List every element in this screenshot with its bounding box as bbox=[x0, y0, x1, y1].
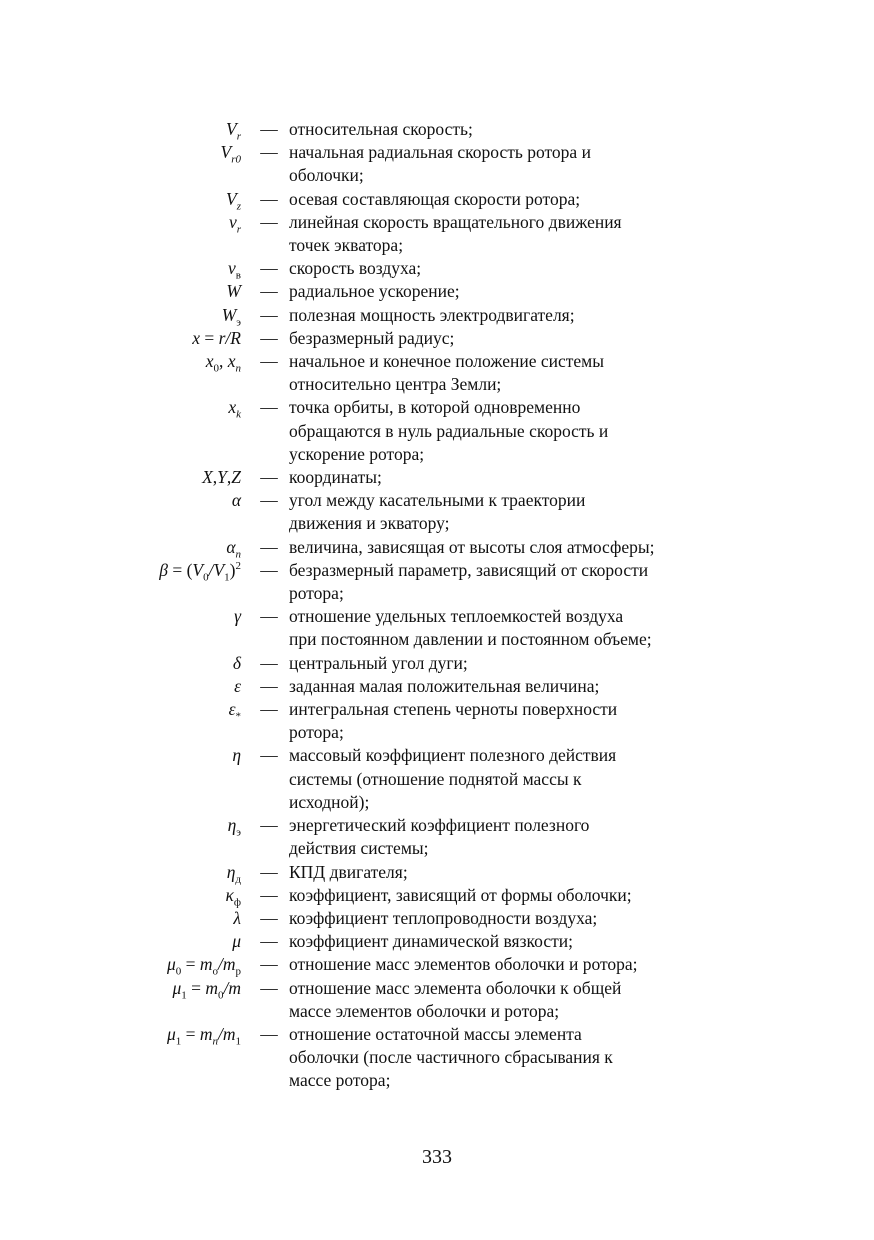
definition bbox=[285, 977, 735, 1023]
glossary-entry bbox=[0, 141, 874, 187]
dash: — bbox=[260, 490, 278, 511]
glossary-entry bbox=[0, 652, 874, 675]
definition-line: полезная мощность электродвигателя; bbox=[289, 304, 575, 325]
definition-line: обращаются в нуль радиальные скорость и bbox=[289, 420, 609, 441]
glossary-entry bbox=[0, 930, 874, 953]
definition-line: относительная скорость; bbox=[289, 119, 473, 139]
definition bbox=[285, 861, 735, 884]
definition bbox=[285, 953, 735, 976]
definition-line: коэффициент теплопроводности воздуха; bbox=[289, 907, 598, 928]
symbol: $\alpha_n$ bbox=[226, 536, 241, 561]
dash: — bbox=[260, 351, 278, 372]
symbol: $v_r$ bbox=[228, 211, 241, 236]
glossary-entry bbox=[0, 466, 874, 489]
definition-line: массе элементов оболочки и ротора; bbox=[289, 1000, 560, 1021]
symbol: γ bbox=[234, 606, 241, 627]
dash: — bbox=[260, 142, 278, 163]
symbol: $x_0$, $x_n$ bbox=[205, 351, 241, 375]
definition-line: действия системы; bbox=[289, 838, 429, 859]
glossary-entry bbox=[0, 814, 874, 860]
definition bbox=[285, 211, 735, 257]
symbol: x = r/R bbox=[192, 327, 241, 348]
dash: — bbox=[260, 281, 278, 302]
dash: — bbox=[260, 211, 278, 232]
glossary-entry bbox=[0, 396, 874, 466]
glossary-entry bbox=[0, 327, 874, 350]
glossary-entry bbox=[0, 977, 874, 1023]
symbol: $V_{r0}$ bbox=[220, 142, 241, 166]
symbol: α bbox=[231, 490, 241, 511]
glossary-entry bbox=[0, 536, 874, 559]
glossary-entry bbox=[0, 953, 874, 976]
dash: — bbox=[260, 188, 278, 209]
dash: — bbox=[260, 745, 278, 766]
definition-line: движения и экватору; bbox=[289, 513, 450, 534]
glossary-entry bbox=[0, 304, 874, 327]
symbol: $\kappa_ф$ bbox=[225, 884, 241, 909]
dash: — bbox=[260, 467, 278, 488]
definition-line: массе ротора; bbox=[289, 1070, 391, 1091]
definition-line: начальная радиальная скорость ротора и bbox=[289, 142, 591, 163]
definition-line: оболочки (после частичного сбрасывания к bbox=[289, 1047, 613, 1068]
dash: — bbox=[260, 606, 278, 627]
symbol: $x_k$ bbox=[228, 397, 241, 421]
definition bbox=[285, 466, 735, 489]
symbol: $\eta_д$ bbox=[226, 861, 241, 885]
definition bbox=[285, 396, 735, 466]
definition bbox=[285, 304, 735, 327]
definition-line: точка орбиты, в которой одновременно bbox=[289, 397, 581, 418]
definition-line: ускорение ротора; bbox=[289, 443, 425, 464]
definition bbox=[285, 698, 735, 744]
symbol: λ bbox=[233, 907, 241, 928]
definition bbox=[285, 118, 735, 141]
definition bbox=[285, 350, 735, 396]
dash: — bbox=[260, 884, 278, 905]
dash: — bbox=[260, 815, 278, 836]
definition bbox=[285, 141, 735, 187]
glossary-entry bbox=[0, 257, 874, 280]
symbol: μ bbox=[232, 931, 241, 952]
glossary-entry bbox=[0, 744, 874, 814]
glossary-entry bbox=[0, 559, 874, 605]
symbol: $v_в$ bbox=[228, 258, 241, 282]
dash: — bbox=[260, 1023, 278, 1044]
dash: — bbox=[260, 258, 278, 279]
glossary-entry bbox=[0, 861, 874, 884]
definition-line: при постоянном давлении и постоянном объеме; bbox=[289, 629, 652, 650]
glossary-entry bbox=[0, 884, 874, 907]
symbol: $W_э$ bbox=[221, 304, 241, 329]
symbol-glossary bbox=[0, 118, 874, 1093]
glossary-entry bbox=[0, 280, 874, 303]
dash: — bbox=[260, 977, 278, 998]
definition-line: коэффициент динамической вязкости; bbox=[289, 931, 573, 952]
definition-line: начальное и конечное положение системы bbox=[289, 351, 604, 372]
symbol: W bbox=[226, 281, 241, 302]
glossary-entry bbox=[0, 350, 874, 396]
glossary-entry bbox=[0, 188, 874, 211]
definition bbox=[285, 884, 735, 907]
dash: — bbox=[260, 119, 278, 139]
symbol: $\beta = (V_0/V_1)^2$ bbox=[159, 559, 241, 584]
definition-line: заданная малая положительная величина; bbox=[289, 675, 600, 696]
symbol: X,Y,Z bbox=[202, 467, 241, 488]
definition bbox=[285, 675, 735, 698]
definition-line: энергетический коэффициент полезного bbox=[289, 815, 590, 836]
definition-line: массовый коэффициент полезного действия bbox=[289, 745, 617, 766]
definition-line: линейная скорость вращательного движения bbox=[289, 211, 622, 232]
symbol: $\varepsilon_*$ bbox=[228, 699, 241, 723]
dash: — bbox=[260, 861, 278, 882]
definition-line: угол между касательными к траектории bbox=[289, 490, 586, 511]
definition-line: осевая составляющая скорости ротора; bbox=[289, 188, 581, 209]
symbol: $\mu_1 = m_n/m_1$ bbox=[166, 1023, 241, 1048]
definition-line: ротора; bbox=[289, 583, 344, 604]
symbol: $\eta_э$ bbox=[227, 815, 241, 839]
definition-line: коэффициент, зависящий от формы оболочки; bbox=[289, 884, 632, 905]
symbol: $\mu_0 = m_o/m_p$ bbox=[166, 954, 241, 978]
definition bbox=[285, 559, 735, 605]
definition-line: отношение остаточной массы элемента bbox=[289, 1023, 582, 1044]
definition-line: безразмерный параметр, зависящий от скорости bbox=[289, 559, 649, 580]
definition-line: ротора; bbox=[289, 722, 344, 743]
definition-line: безразмерный радиус; bbox=[289, 327, 455, 348]
dash: — bbox=[260, 931, 278, 952]
definition-line: отношение удельных теплоемкостей воздуха bbox=[289, 606, 624, 627]
definition bbox=[285, 907, 735, 930]
symbol: $V_r$ bbox=[226, 119, 241, 143]
definition-line: координаты; bbox=[289, 467, 382, 488]
definition bbox=[285, 814, 735, 860]
definition-line: системы (отношение поднятой массы к bbox=[289, 768, 582, 789]
definition-line: относительно центра Земли; bbox=[289, 374, 502, 395]
dash: — bbox=[260, 907, 278, 928]
glossary-entry bbox=[0, 698, 874, 744]
definition-line: отношение масс элементов оболочки и ротора; bbox=[289, 954, 638, 975]
symbol: $\mu_1 = m_0/m$ bbox=[172, 977, 241, 1002]
dash: — bbox=[260, 559, 278, 580]
glossary-entry bbox=[0, 1023, 874, 1093]
dash: — bbox=[260, 652, 278, 673]
definition bbox=[285, 652, 735, 675]
dash: — bbox=[260, 675, 278, 696]
definition bbox=[285, 489, 735, 535]
definition bbox=[285, 744, 735, 814]
definition bbox=[285, 930, 735, 953]
definition bbox=[285, 280, 735, 303]
definition bbox=[285, 188, 735, 211]
symbol: ε bbox=[234, 675, 241, 696]
glossary-entry bbox=[0, 675, 874, 698]
definition-line: центральный угол дуги; bbox=[289, 652, 468, 673]
dash: — bbox=[260, 397, 278, 418]
definition bbox=[285, 1023, 735, 1093]
symbol: $V_z$ bbox=[226, 188, 241, 213]
definition-line: интегральная степень черноты поверхности bbox=[289, 699, 618, 720]
glossary-entry bbox=[0, 118, 874, 141]
glossary-entry bbox=[0, 489, 874, 535]
definition-line: величина, зависящая от высоты слоя атмосферы; bbox=[289, 536, 655, 557]
definition-line: точек экватора; bbox=[289, 235, 404, 256]
definition-line: исходной); bbox=[289, 791, 370, 812]
symbol: η bbox=[232, 745, 241, 766]
glossary-entry bbox=[0, 605, 874, 651]
dash: — bbox=[260, 304, 278, 325]
dash: — bbox=[260, 536, 278, 557]
definition bbox=[285, 605, 735, 651]
page-number: 333 bbox=[422, 1146, 452, 1168]
definition-line: скорость воздуха; bbox=[289, 258, 422, 279]
definition bbox=[285, 536, 735, 559]
glossary-entry bbox=[0, 211, 874, 257]
dash: — bbox=[260, 327, 278, 348]
glossary-entry bbox=[0, 907, 874, 930]
symbol: δ bbox=[232, 652, 241, 673]
dash: — bbox=[260, 699, 278, 720]
dash: — bbox=[260, 954, 278, 975]
definition-line: отношение масс элемента оболочки к общей bbox=[289, 977, 622, 998]
definition bbox=[285, 327, 735, 350]
definition bbox=[285, 257, 735, 280]
definition-line: радиальное ускорение; bbox=[289, 281, 460, 302]
definition-line: оболочки; bbox=[289, 165, 364, 186]
definition-line: КПД двигателя; bbox=[289, 861, 408, 882]
